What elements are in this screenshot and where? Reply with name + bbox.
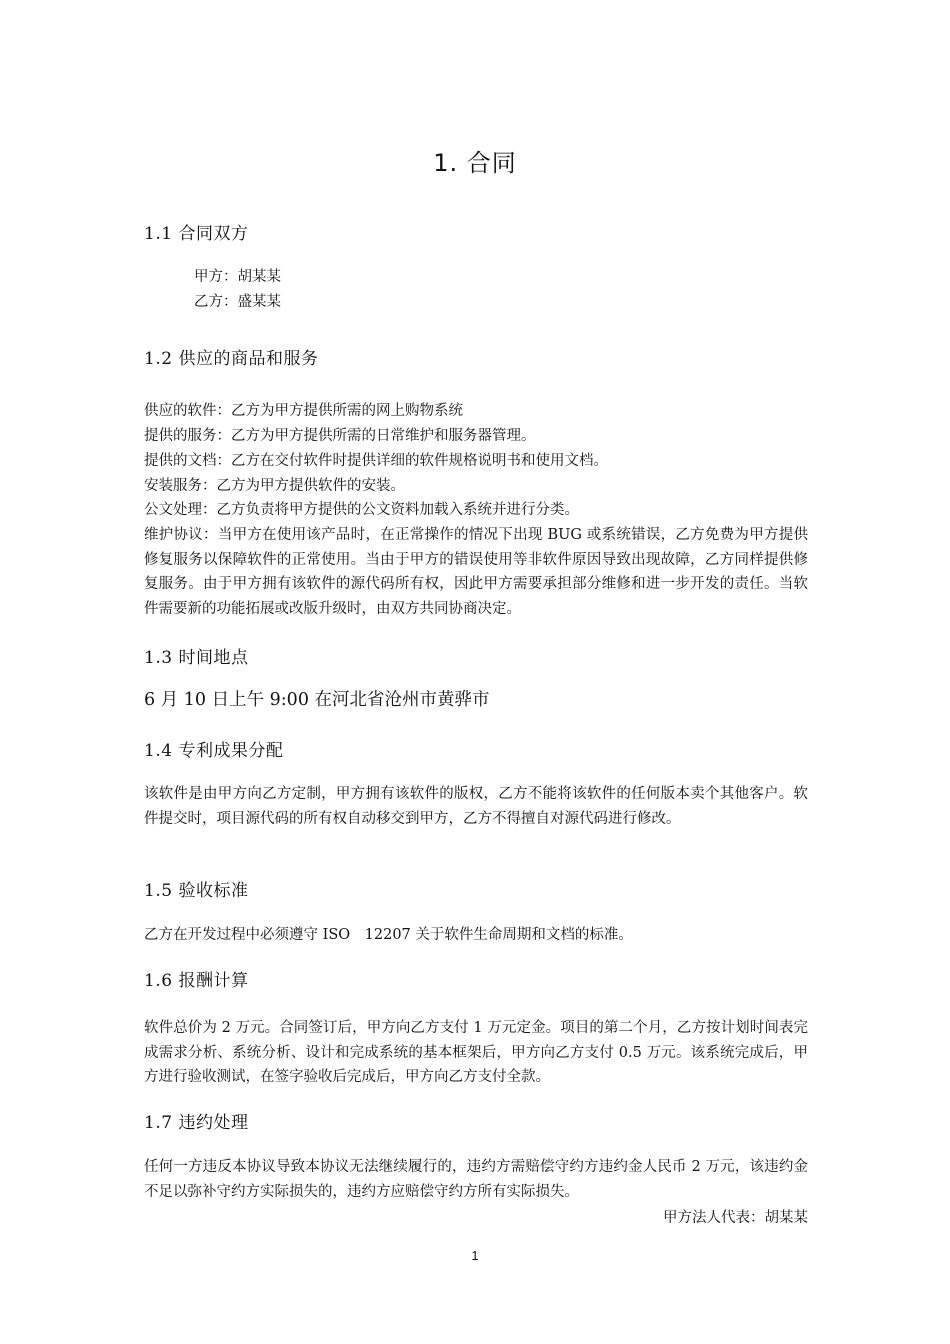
signature-line: 甲方法人代表：胡某某 bbox=[663, 1210, 808, 1226]
supply-service: 提供的服务：乙方为甲方提供所需的日常维护和服务器管理。 bbox=[144, 428, 536, 444]
time-place-text: 6 月 10 日上午 9:00 在河北省沧州市黄骅市 bbox=[144, 690, 490, 710]
section-heading-1-4: 1.4 专利成果分配 bbox=[144, 741, 284, 761]
breach-paragraph: 任何一方违反本协议导致本协议无法继续履行的，违约方需赔偿守约方违约金人民币 2 万元，该违约金不足以弥补守约方实际损失的，违约方应赔偿守约方所有实际损失。 bbox=[144, 1159, 808, 1200]
section-heading-1-6: 1.6 报酬计算 bbox=[144, 971, 249, 991]
party-a: 甲方：胡某某 bbox=[194, 269, 281, 285]
section-heading-1-5: 1.5 验收标准 bbox=[144, 881, 249, 901]
supply-doc-processing: 公文处理：乙方负责将甲方提供的公文资料加载入系统并进行分类。 bbox=[144, 502, 579, 518]
section-heading-1-3: 1.3 时间地点 bbox=[144, 648, 249, 668]
payment-paragraph: 软件总价为 2 万元。合同签订后，甲方向乙方支付 1 万元定金。项目的第二个月，乙方按计划时间表完成需求分析、系统分析、设计和完成系统的基本框架后，甲方向乙方支付 0.5 万元。该系统完成后，甲方进行验收测试，在签字验收后完成后，甲方向乙方支付全款。 bbox=[144, 1020, 808, 1085]
section-heading-1-2: 1.2 供应的商品和服务 bbox=[144, 349, 319, 369]
section-heading-1-1: 1.1 合同双方 bbox=[144, 224, 249, 244]
supply-install: 安装服务：乙方为甲方提供软件的安装。 bbox=[144, 478, 405, 494]
supply-docs: 提供的文档：乙方在交付软件时提供详细的软件规格说明书和使用文档。 bbox=[144, 453, 608, 469]
section-heading-1-7: 1.7 违约处理 bbox=[144, 1113, 249, 1133]
patent-paragraph: 该软件是由甲方向乙方定制，甲方拥有该软件的版权，乙方不能将该软件的任何版本卖个其他客户。软件提交时，项目源代码的所有权自动移交到甲方，乙方不得擅自对源代码进行修改。 bbox=[144, 786, 808, 827]
page-number: 1 bbox=[471, 1248, 479, 1263]
supply-software: 供应的软件：乙方为甲方提供所需的网上购物系统 bbox=[144, 403, 463, 419]
maintenance-paragraph: 维护协议：当甲方在使用该产品时，在正常操作的情况下出现 BUG 或系统错误，乙方免费为甲方提供修复服务以保障软件的正常使用。当由于甲方的错误使用等非软件原因导致出现故障，乙方同样提供修复服务。由于甲方拥有该软件的源代码所有权，因此甲方需要承担部分维修和进一步开发的责任。当软件需要新的功能拓展或改版升级时，由双方共同协商决定。 bbox=[144, 527, 808, 617]
acceptance-text: 乙方在开发过程中必须遵守 ISO 12207 关于软件生命周期和文档的标准。 bbox=[144, 927, 633, 943]
party-b: 乙方：盛某某 bbox=[194, 294, 281, 310]
document-title: 1. 合同 bbox=[433, 149, 517, 177]
